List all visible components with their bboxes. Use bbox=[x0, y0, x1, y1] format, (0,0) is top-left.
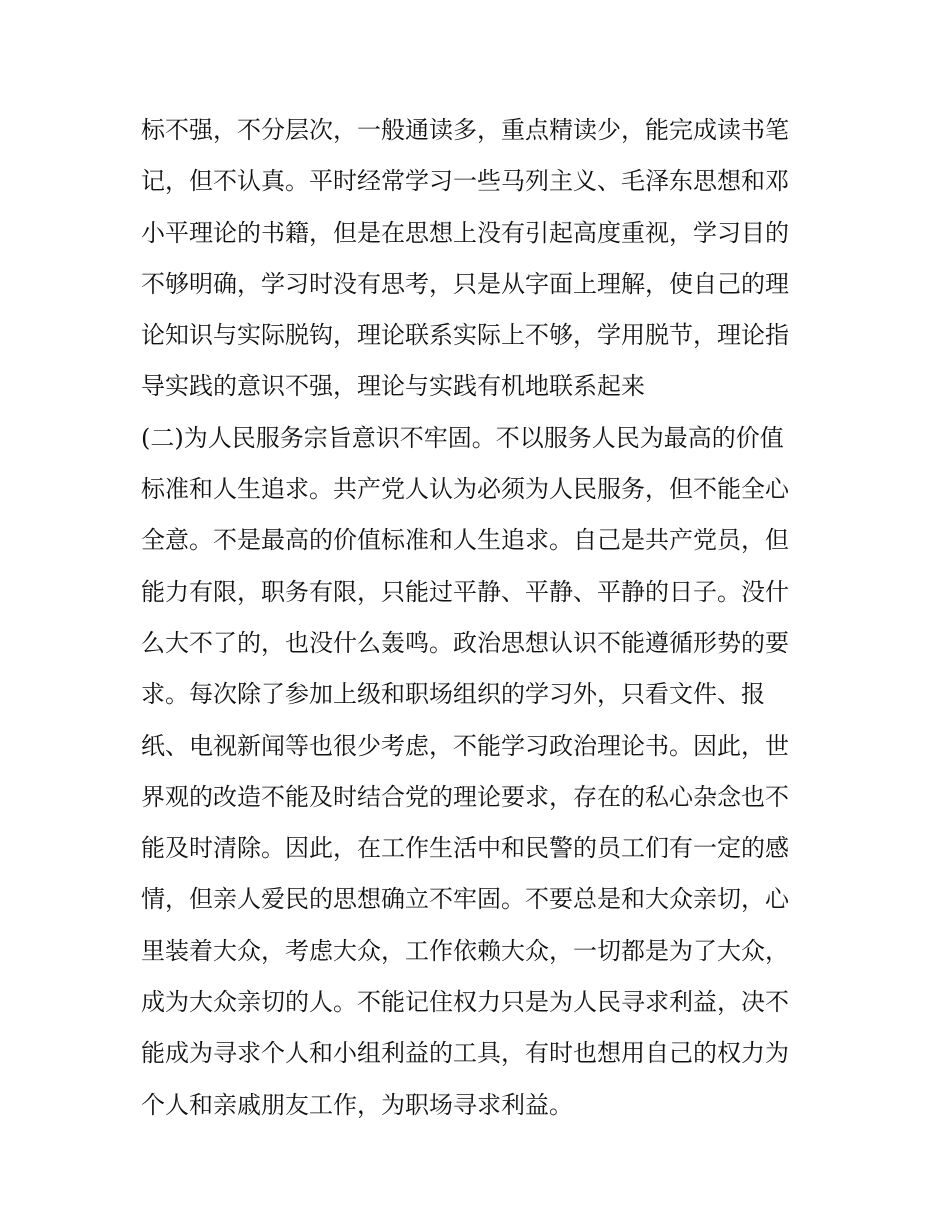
text-line: 导实践的意识不强，理论与实践有机地联系起来 bbox=[141, 372, 645, 401]
text-line: 论知识与实际脱钩，理论联系实际上不够，学用脱节，理论指 bbox=[141, 321, 789, 350]
text-line: 标不强，不分层次，一般通读多，重点精读少，能完成读书笔 bbox=[141, 116, 789, 144]
text-line: 全意。不是最高的价值标准和人生追求。自己是共产党员，但 bbox=[141, 526, 789, 555]
text-line: 里装着大众，考虑大众，工作依赖大众，一切都是为了大众， bbox=[141, 936, 789, 965]
text-line: 纸、电视新闻等也很少考虑，不能学习政治理论书。因此，世 bbox=[141, 731, 789, 760]
text-line: 么大不了的，也没什么轰鸣。政治思想认识不能遵循形势的要 bbox=[141, 628, 789, 657]
text-line: 求。每次除了参加上级和职场组织的学习外，只看文件、报 bbox=[141, 680, 765, 709]
text-line: 界观的改造不能及时结合党的理论要求，存在的私心杂念也不 bbox=[141, 782, 789, 811]
text-line: 小平理论的书籍，但是在思想上没有引起高度重视，学习目的 bbox=[141, 218, 789, 247]
text-line: 能及时清除。因此，在工作生活中和民警的员工们有一定的感 bbox=[141, 834, 789, 863]
text-line: 不够明确，学习时没有思考，只是从字面上理解，使自己的理 bbox=[141, 269, 789, 298]
text-line: 成为大众亲切的人。不能记住权力只是为人民寻求利益，决不 bbox=[141, 988, 789, 1017]
text-line: 能力有限，职务有限，只能过平静、平静、平静的日子。没什 bbox=[141, 577, 789, 606]
text-line: 记，但不认真。平时经常学习一些马列主义、毛泽东思想和邓 bbox=[141, 167, 789, 196]
body-text bbox=[141, 105, 821, 1131]
section-heading-line: (二)为人民服务宗旨意识不牢固。不以服务人民为最高的价值 bbox=[141, 423, 784, 452]
text-line: 个人和亲戚朋友工作，为职场寻求利益。 bbox=[141, 1090, 573, 1119]
text-line: 能成为寻求个人和小组利益的工具，有时也想用自己的权力为 bbox=[141, 1039, 789, 1068]
text-line: 情，但亲人爱民的思想确立不牢固。不要总是和大众亲切，心 bbox=[141, 885, 789, 914]
text-line: 标准和人生追求。共产党人认为必须为人民服务，但不能全心 bbox=[141, 475, 789, 504]
